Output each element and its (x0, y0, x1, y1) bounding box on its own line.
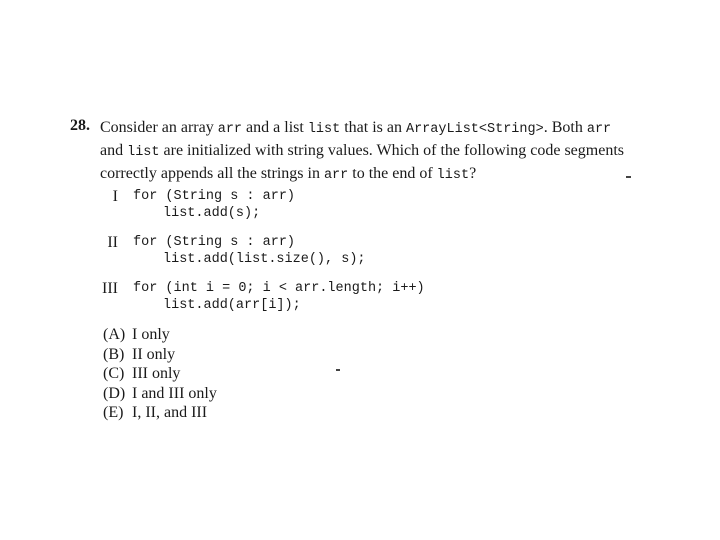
prompt-text: Consider an array (100, 119, 218, 136)
segment-label-i: I (112, 188, 118, 205)
segment-ii-line-1: for (String s : arr) (133, 235, 296, 250)
choice-letter: (E) (103, 404, 124, 421)
choice-letter: (B) (103, 345, 125, 363)
prompt-line (100, 140, 624, 163)
segment-iii-line-1: for (int i = 0; i < arr.length; i++) (133, 281, 425, 296)
choice-letter: (A) (103, 326, 126, 343)
choice-text: I and III only (132, 384, 217, 402)
segment-iii-line-2: list.add(arr[i]); (163, 298, 301, 313)
question-number: 28. (70, 117, 90, 134)
inline-code: arr (217, 122, 243, 137)
choice-letter: (C) (103, 365, 125, 382)
prompt-text: that is an (340, 119, 406, 136)
inline-code: arr (323, 168, 349, 183)
prompt-text: to the end of (348, 165, 437, 182)
segment-i-line-1: for (String s : arr) (133, 189, 296, 204)
choice-a[interactable] (103, 325, 217, 345)
choice-letter: (D) (103, 384, 126, 402)
choice-d[interactable] (103, 384, 217, 404)
prompt-text: correctly appends all the strings in (100, 165, 324, 182)
prompt-line (100, 117, 620, 140)
prompt-text: are initialized with string values. Which of the following code segments (159, 142, 624, 159)
choice-text: I only (132, 326, 170, 343)
prompt-text: ? (469, 165, 477, 182)
inline-code: arr (586, 122, 612, 137)
choice-e[interactable] (103, 403, 217, 423)
choice-b[interactable] (103, 345, 217, 365)
inline-code: list (436, 168, 470, 183)
prompt-text: . Both (543, 119, 587, 136)
scan-speck (626, 176, 631, 178)
segment-label-ii: II (107, 234, 118, 251)
inline-code: ArrayList<String> (405, 122, 544, 137)
inline-code: list (307, 122, 341, 137)
inline-code: list (127, 145, 160, 160)
choice-c[interactable] (103, 364, 217, 384)
choice-text: II only (132, 345, 176, 363)
prompt-text: and (100, 142, 128, 159)
answer-choices (103, 325, 217, 423)
prompt-text: and a list (242, 119, 308, 136)
prompt-line (100, 163, 620, 186)
scan-speck (336, 369, 340, 371)
choice-text: I, II, and III (132, 404, 208, 421)
choice-text: III only (132, 365, 181, 382)
question-prompt (100, 117, 624, 186)
segment-label-iii: III (102, 280, 118, 297)
segment-ii-line-2: list.add(list.size(), s); (163, 252, 366, 267)
segment-i-line-2: list.add(s); (163, 206, 261, 221)
